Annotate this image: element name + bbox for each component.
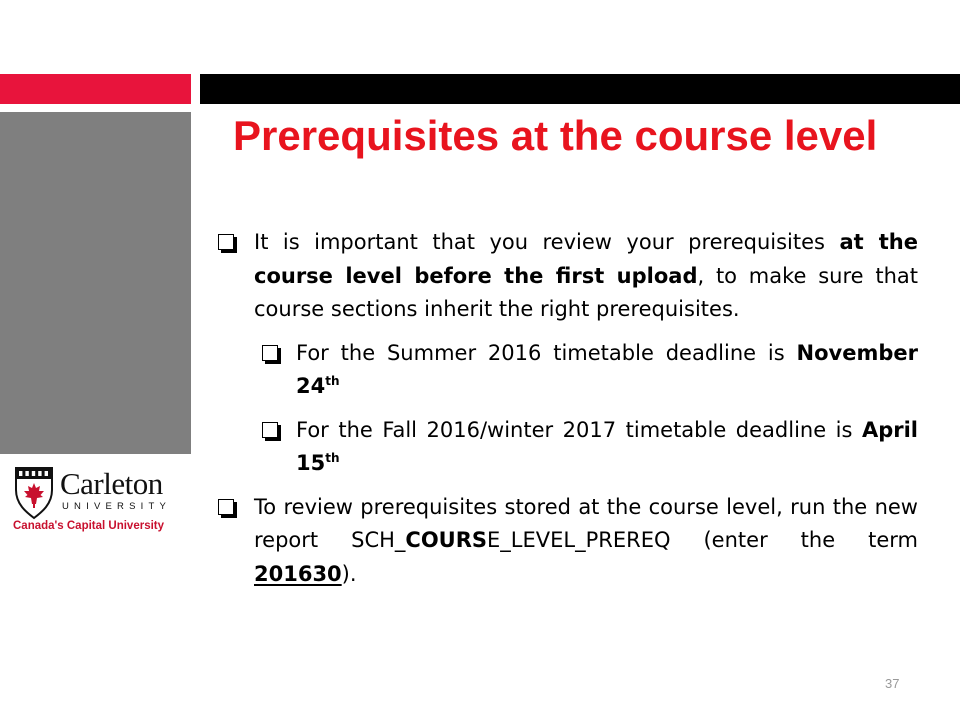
accent-bar-red <box>0 74 191 104</box>
checkbox-bullet-icon <box>262 345 278 361</box>
slide-title: Prerequisites at the course level <box>233 112 878 159</box>
carleton-shield-icon <box>12 464 56 520</box>
checkbox-bullet-icon <box>218 499 234 515</box>
bullet-run-report: To review prerequisites stored at the course level, run the new report SCH_COURSE_LEVEL_PREREQ (enter the term 201630). <box>218 491 918 592</box>
checkbox-bullet-icon <box>218 234 234 250</box>
checkbox-bullet-icon <box>262 422 278 438</box>
accent-bar-black <box>200 74 960 104</box>
logo-tagline: Canada's Capital University <box>13 520 165 532</box>
side-panel <box>0 112 191 454</box>
logo-wordmark: Carleton <box>60 466 163 501</box>
page-number: 37 <box>885 676 900 691</box>
slide-content <box>218 226 918 591</box>
logo-subtitle: UNIVERSITY <box>62 501 172 512</box>
carleton-logo <box>12 464 182 536</box>
bullet-summer-deadline: For the Summer 2016 timetable deadline is November 24th <box>262 337 918 404</box>
bullet-review-prerequisites: It is important that you review your prerequisites at the course level before the first upload, to make sure that course sections inherit the right prerequisites. <box>218 226 918 327</box>
bullet-fall-deadline: For the Fall 2016/winter 2017 timetable deadline is April 15th <box>262 414 918 481</box>
